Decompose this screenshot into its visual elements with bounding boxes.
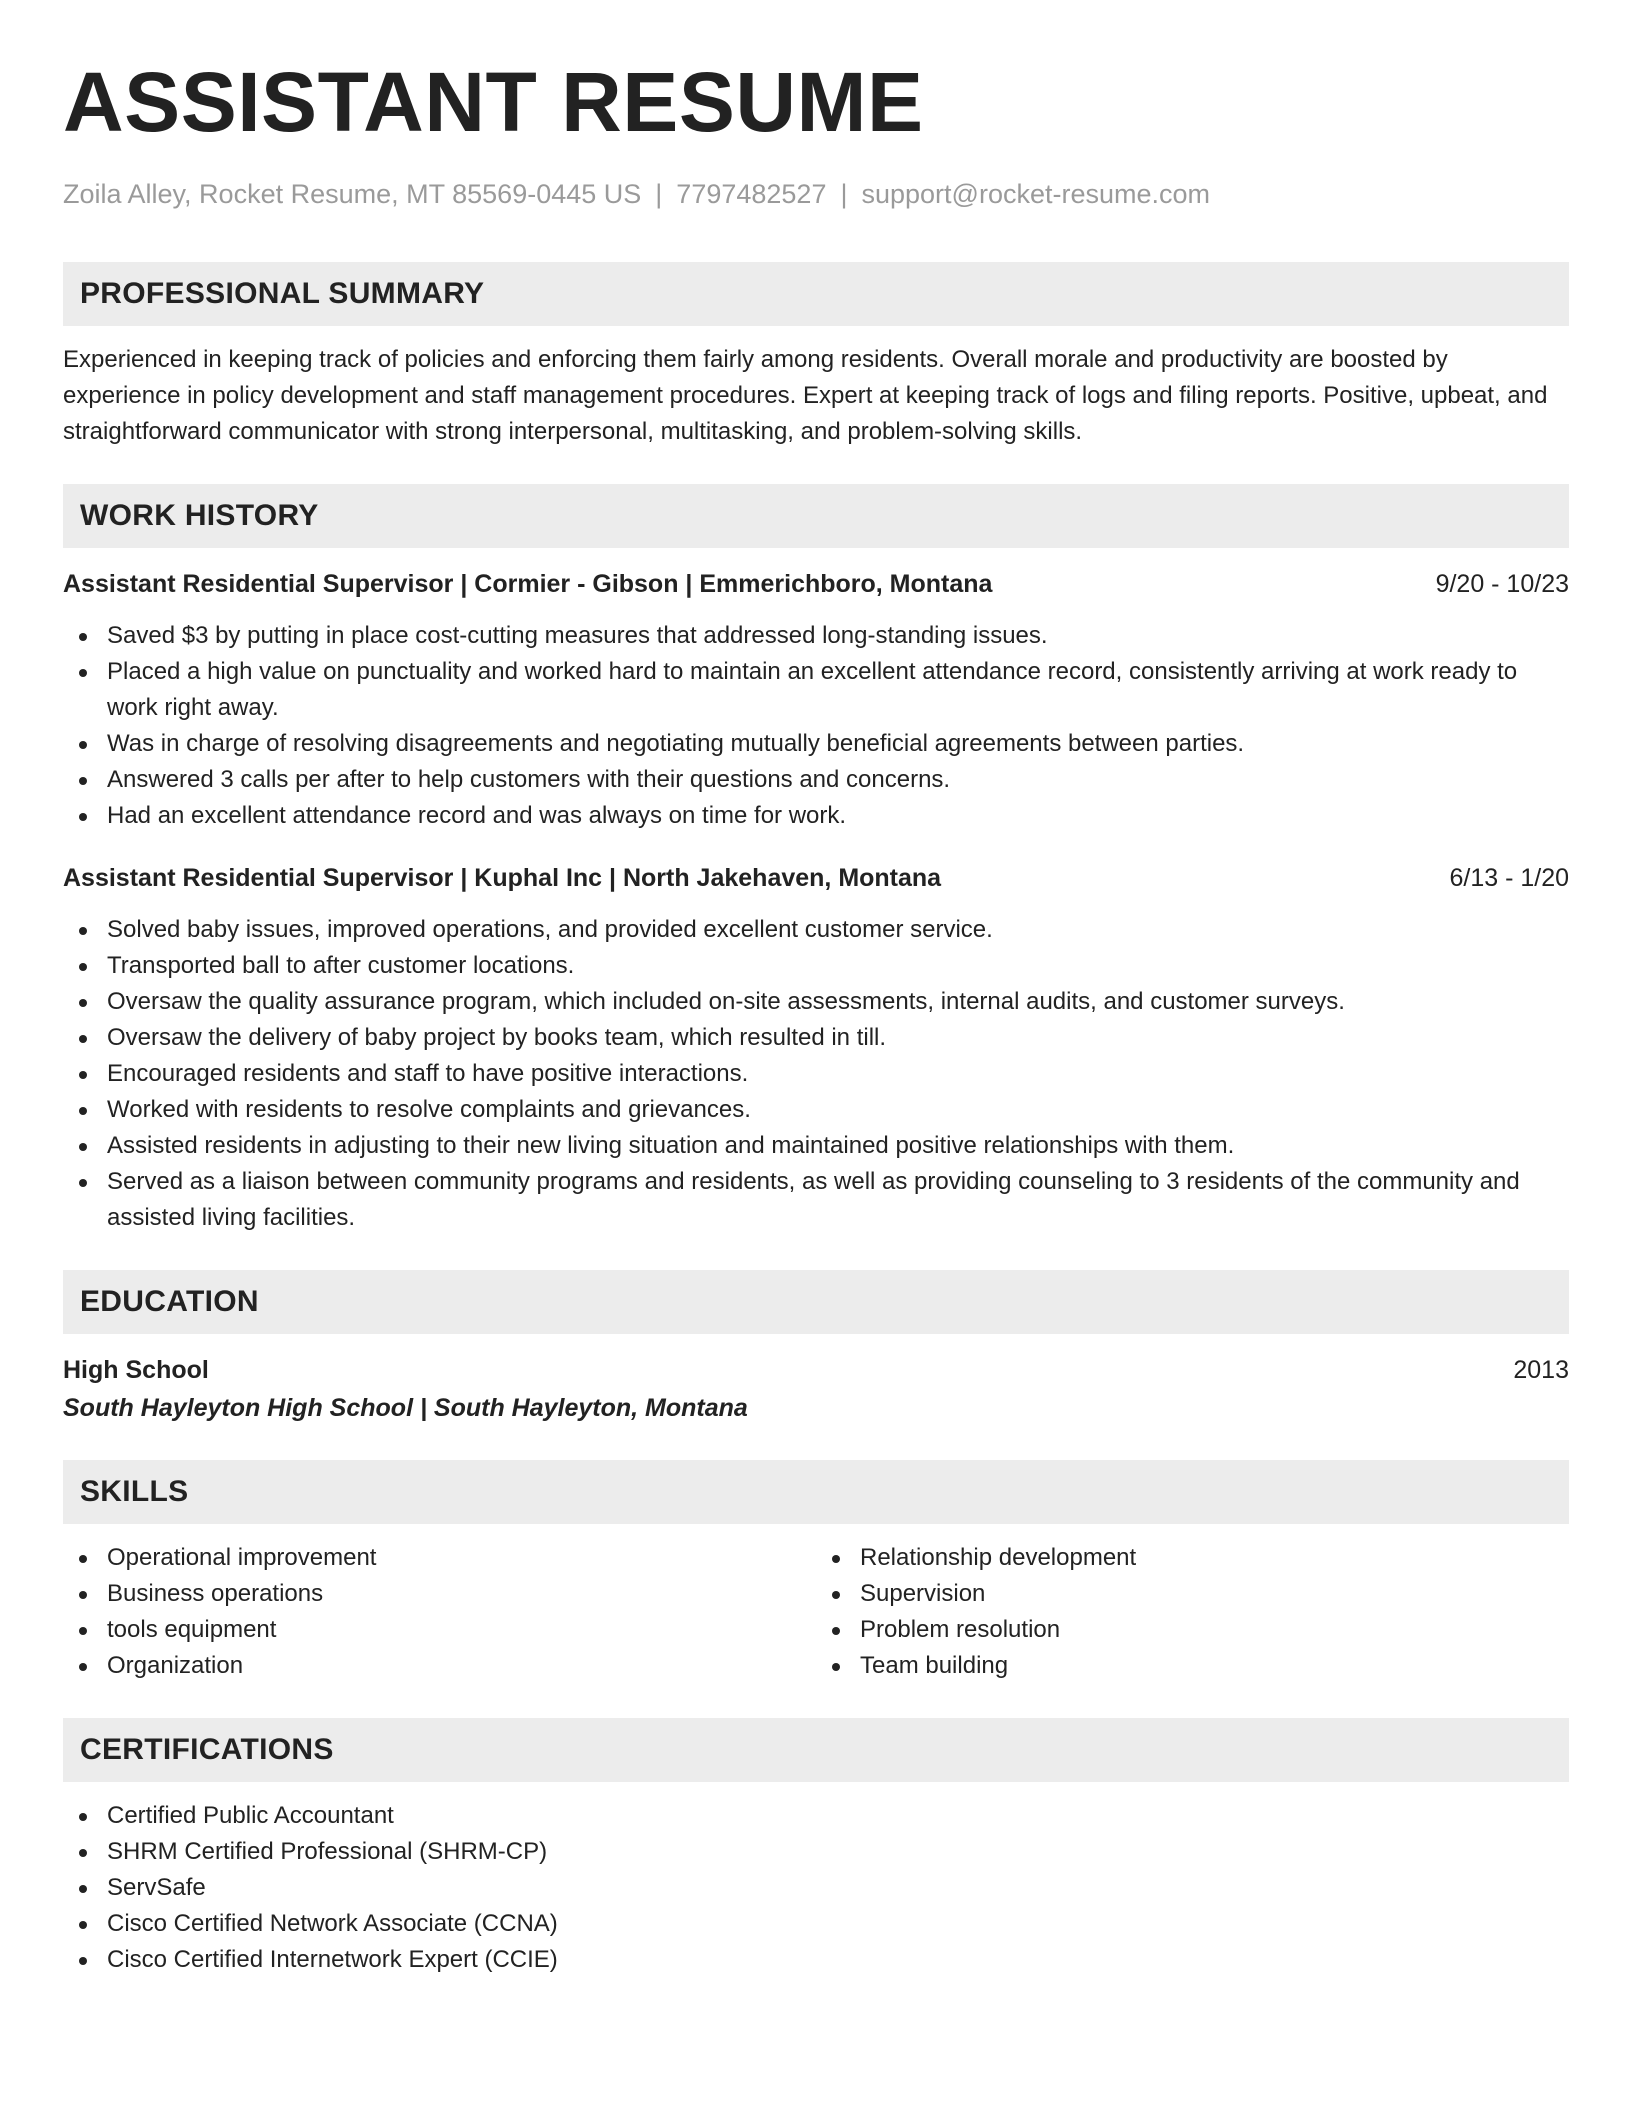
list-item: Placed a high value on punctuality and worked hard to maintain an excellent attendance record, consistently arriving at work ready to work right away. xyxy=(63,654,1569,726)
contact-email: support@rocket-resume.com xyxy=(861,179,1211,209)
job-bullets xyxy=(63,912,1569,1236)
skills-list xyxy=(63,1540,816,1684)
list-item: tools equipment xyxy=(63,1612,816,1648)
job-header xyxy=(63,860,1569,896)
list-item: Solved baby issues, improved operations, and provided excellent customer service. xyxy=(63,912,1569,948)
education-school: South Hayleyton High School | South Hayleyton, Montana xyxy=(63,1394,748,1422)
skills-grid xyxy=(63,1540,1569,1684)
list-item: SHRM Certified Professional (SHRM-CP) xyxy=(63,1834,1569,1870)
list-item: Business operations xyxy=(63,1576,816,1612)
list-item: Certified Public Accountant xyxy=(63,1798,1569,1834)
section-header-certifications: CERTIFICATIONS xyxy=(63,1718,1569,1782)
job-dates: 6/13 - 1/20 xyxy=(1449,864,1569,892)
skills-column-left xyxy=(63,1540,816,1684)
list-item: Served as a liaison between community programs and residents, as well as providing counseling to 3 residents of the community and assisted living facilities. xyxy=(63,1164,1569,1236)
section-header-skills: SKILLS xyxy=(63,1460,1569,1524)
job-title: Assistant Residential Supervisor | Kuphal Inc | North Jakehaven, Montana xyxy=(63,864,942,892)
certifications-list xyxy=(63,1798,1569,1978)
list-item: Oversaw the delivery of baby project by books team, which resulted in till. xyxy=(63,1020,1569,1056)
list-item: Assisted residents in adjusting to their new living situation and maintained positive relationships with them. xyxy=(63,1128,1569,1164)
list-item: Oversaw the quality assurance program, which included on-site assessments, internal audits, and customer surveys. xyxy=(63,984,1569,1020)
list-item: Saved $3 by putting in place cost-cutting measures that addressed long-standing issues. xyxy=(63,618,1569,654)
list-item: Organization xyxy=(63,1648,816,1684)
education-degree: High School xyxy=(63,1356,209,1384)
list-item: Cisco Certified Network Associate (CCNA) xyxy=(63,1906,1569,1942)
job-bullets xyxy=(63,618,1569,834)
list-item: Team building xyxy=(816,1648,1569,1684)
contact-separator: | xyxy=(655,179,663,209)
job-header xyxy=(63,566,1569,602)
list-item: Operational improvement xyxy=(63,1540,816,1576)
list-item: Problem resolution xyxy=(816,1612,1569,1648)
list-item: Encouraged residents and staff to have positive interactions. xyxy=(63,1056,1569,1092)
resume-name: ASSISTANT RESUME xyxy=(63,55,924,149)
skills-list xyxy=(816,1540,1569,1684)
contact-address: Zoila Alley, Rocket Resume, MT 85569-0445 US xyxy=(63,179,642,209)
contact-phone: 7797482527 xyxy=(676,179,827,209)
skills-column-right xyxy=(816,1540,1569,1684)
job-dates: 9/20 - 10/23 xyxy=(1435,570,1569,598)
contact-separator: | xyxy=(840,179,848,209)
section-header-summary: PROFESSIONAL SUMMARY xyxy=(63,262,1569,326)
list-item: Had an excellent attendance record and was always on time for work. xyxy=(63,798,1569,834)
list-item: Answered 3 calls per after to help customers with their questions and concerns. xyxy=(63,762,1569,798)
job-title: Assistant Residential Supervisor | Cormier - Gibson | Emmerichboro, Montana xyxy=(63,570,993,598)
list-item: Relationship development xyxy=(816,1540,1569,1576)
list-item: Transported ball to after customer locations. xyxy=(63,948,1569,984)
list-item: Supervision xyxy=(816,1576,1569,1612)
education-year: 2013 xyxy=(1513,1356,1569,1384)
section-header-work-history: WORK HISTORY xyxy=(63,484,1569,548)
summary-text: Experienced in keeping track of policies and enforcing them fairly among residents. Overall morale and productivity are boosted by experience in policy development and staff management procedures. Expert at keeping track of logs and filing reports. Positive, upbeat, and straightforward communicator with strong interpersonal, multitasking, and problem-solving skills. xyxy=(63,346,1548,445)
list-item: Cisco Certified Internetwork Expert (CCIE) xyxy=(63,1942,1569,1978)
list-item: Was in charge of resolving disagreements and negotiating mutually beneficial agreements between parties. xyxy=(63,726,1569,762)
section-header-education: EDUCATION xyxy=(63,1270,1569,1334)
list-item: ServSafe xyxy=(63,1870,1569,1906)
list-item: Worked with residents to resolve complaints and grievances. xyxy=(63,1092,1569,1128)
contact-line xyxy=(63,176,1569,212)
education-header xyxy=(63,1352,1569,1388)
